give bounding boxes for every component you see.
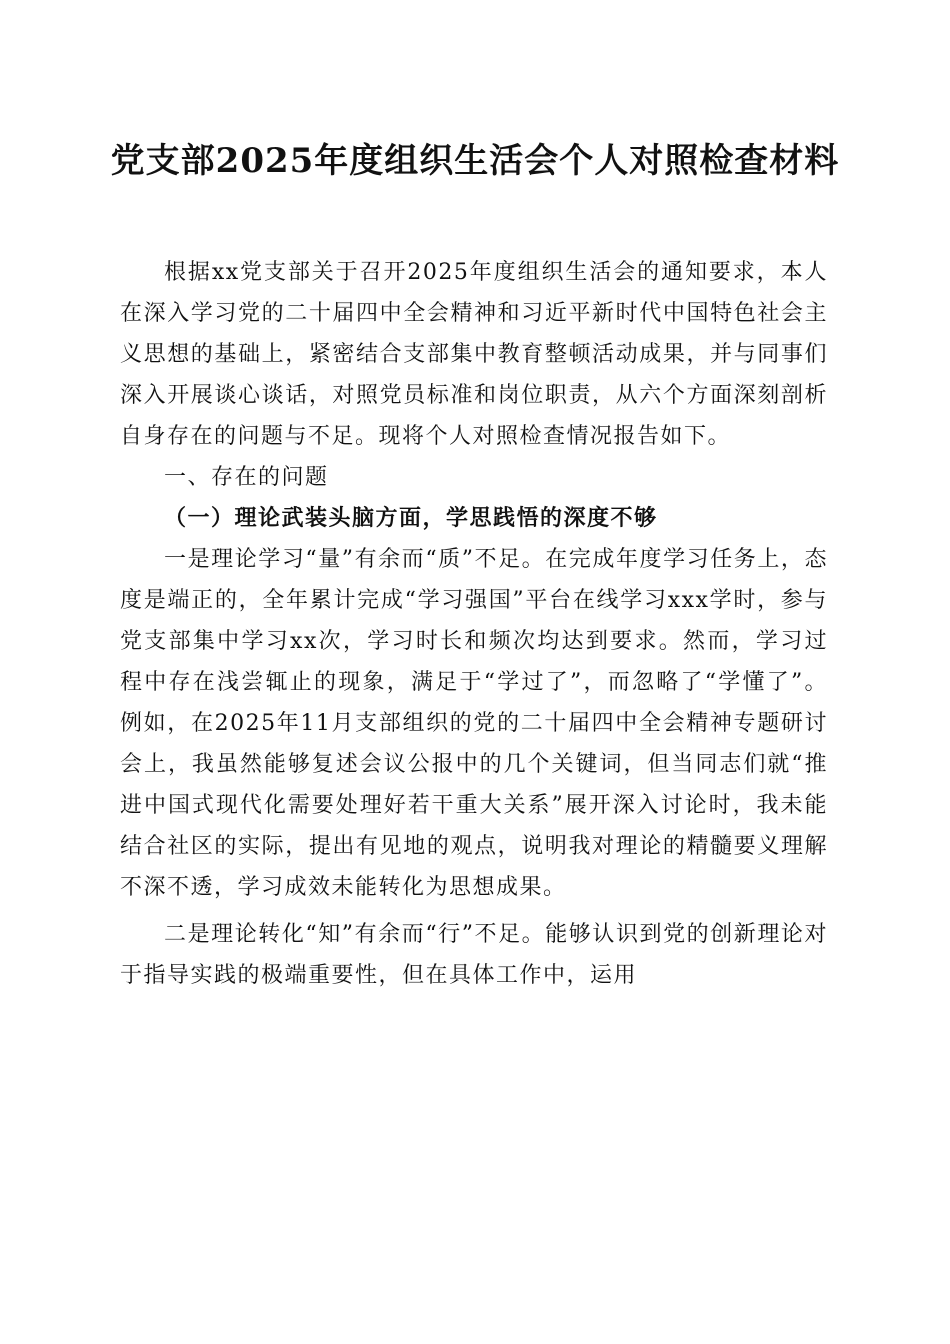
section-heading-problems: 一、存在的问题 xyxy=(164,465,329,490)
document-title: 党支部2025年度组织生活会个人对照检查材料 xyxy=(110,141,840,181)
intro-paragraph: 根据xx党支部关于召开2025年度组织生活会的通知要求，本人在深入学习党的二十届四中全会精神和习近平新时代中国特色社会主义思想的基础上，紧密结合支部集中教育整顿活动成果，并与同事们深入开展谈心谈话，对照党员标准和岗位职责，从六个方面深刻剖析自身存在的问题与不足。现将个人对照检查情况报告如下。 xyxy=(120,260,828,449)
subsection-heading-theory: （一）理论武装头脑方面，学思践悟的深度不够 xyxy=(164,505,658,531)
paragraph-study-quality: 一是理论学习“量”有余而“质”不足。在完成年度学习任务上，态度是端正的，全年累计完成“学习强国”平台在线学习xxx学时，参与党支部集中学习xx次，学习时长和频次均达到要求。然而，学习过程中存在浅尝辄止的现象，满足于“学过了”，而忽略了“学懂了”。例如，在2025年11月支部组织的党的二十届四中全会精神专题研讨会上，我虽然能够复述会议公报中的几个关键词，但当同志们就“推进中国式现代化需要处理好若干重大关系”展开深入讨论时，我未能结合社区的实际，提出有见地的观点，说明我对理论的精髓要义理解不深不透，学习成效未能转化为思想成果。 xyxy=(120,547,828,900)
paragraph-theory-practice: 二是理论转化“知”有余而“行”不足。能够认识到党的创新理论对于指导实践的极端重要性，但在具体工作中，运用 xyxy=(120,922,828,988)
document-body xyxy=(120,252,828,996)
